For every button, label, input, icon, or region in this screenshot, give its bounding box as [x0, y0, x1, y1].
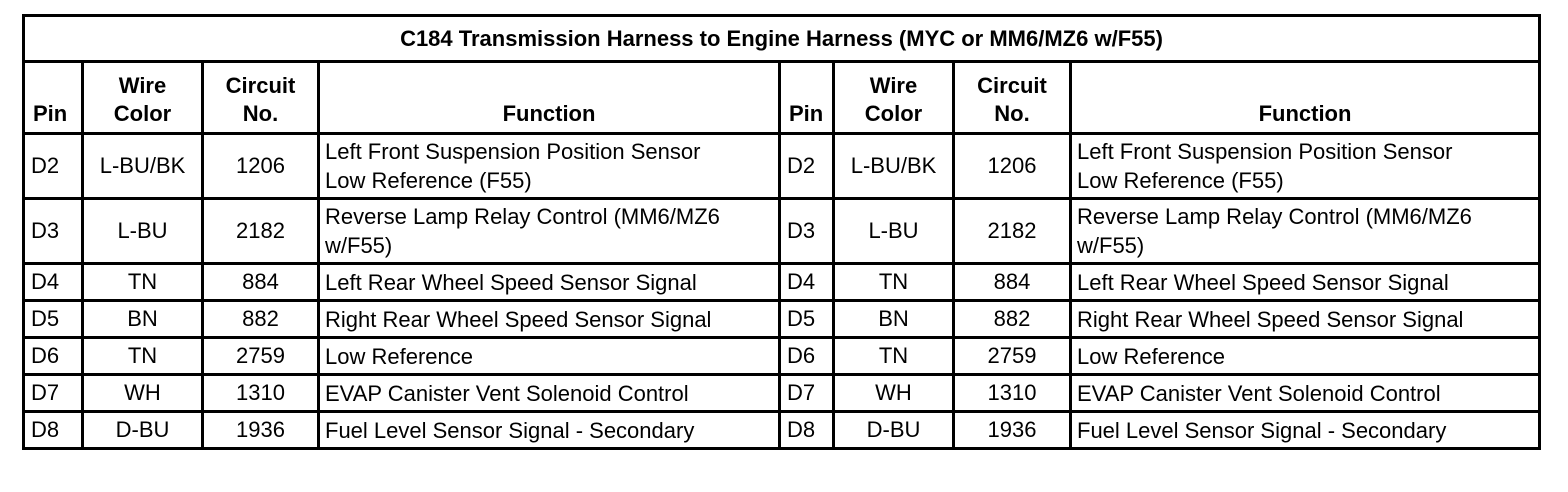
circuit-cell: 884 — [203, 264, 319, 301]
header-wire-color-left: Wire Color — [83, 62, 203, 134]
function-cell: Right Rear Wheel Speed Sensor Signal — [319, 301, 780, 338]
circuit-cell: 1206 — [203, 134, 319, 199]
pin-cell: D6 — [780, 338, 834, 375]
table-row — [24, 199, 1540, 264]
function-cell: Left Front Suspension Position Sensor Low Reference (F55) — [319, 134, 780, 199]
pin-cell: D2 — [780, 134, 834, 199]
wire-color-cell: TN — [834, 338, 954, 375]
pin-cell: D7 — [24, 375, 83, 412]
wire-color-cell: L-BU — [834, 199, 954, 264]
pin-cell: D5 — [24, 301, 83, 338]
function-cell: EVAP Canister Vent Solenoid Control — [1071, 375, 1540, 412]
wire-color-cell: WH — [834, 375, 954, 412]
header-circuit-left: Circuit No. — [203, 62, 319, 134]
circuit-cell: 1310 — [203, 375, 319, 412]
pin-cell: D4 — [24, 264, 83, 301]
circuit-cell: 2182 — [203, 199, 319, 264]
pin-cell: D4 — [780, 264, 834, 301]
circuit-cell: 882 — [954, 301, 1071, 338]
header-wire-color-right: Wire Color — [834, 62, 954, 134]
circuit-cell: 2759 — [203, 338, 319, 375]
circuit-cell: 1310 — [954, 375, 1071, 412]
table-row — [24, 264, 1540, 301]
wire-color-cell: D-BU — [834, 412, 954, 449]
pin-cell: D5 — [780, 301, 834, 338]
wire-color-cell: L-BU — [83, 199, 203, 264]
function-cell: EVAP Canister Vent Solenoid Control — [319, 375, 780, 412]
wire-color-cell: BN — [834, 301, 954, 338]
pin-cell: D3 — [24, 199, 83, 264]
wire-color-cell: TN — [834, 264, 954, 301]
circuit-cell: 2182 — [954, 199, 1071, 264]
function-cell: Right Rear Wheel Speed Sensor Signal — [1071, 301, 1540, 338]
wire-color-cell: TN — [83, 264, 203, 301]
pin-cell: D8 — [780, 412, 834, 449]
function-cell: Reverse Lamp Relay Control (MM6/MZ6 w/F55) — [319, 199, 780, 264]
pin-cell: D3 — [780, 199, 834, 264]
wire-color-cell: D-BU — [83, 412, 203, 449]
circuit-cell: 882 — [203, 301, 319, 338]
header-function-right: Function — [1071, 62, 1540, 134]
function-cell: Fuel Level Sensor Signal - Secondary — [1071, 412, 1540, 449]
connector-pinout-table — [22, 14, 1541, 450]
table-row — [24, 301, 1540, 338]
circuit-cell: 1206 — [954, 134, 1071, 199]
table-row — [24, 338, 1540, 375]
title-row — [24, 16, 1540, 62]
header-pin-left: Pin — [24, 62, 83, 134]
circuit-cell: 2759 — [954, 338, 1071, 375]
function-cell: Left Rear Wheel Speed Sensor Signal — [319, 264, 780, 301]
function-cell: Reverse Lamp Relay Control (MM6/MZ6 w/F55) — [1071, 199, 1540, 264]
header-function-left: Function — [319, 62, 780, 134]
table-row — [24, 375, 1540, 412]
header-pin-right: Pin — [780, 62, 834, 134]
circuit-cell: 1936 — [954, 412, 1071, 449]
pin-cell: D6 — [24, 338, 83, 375]
wire-color-cell: TN — [83, 338, 203, 375]
pin-cell: D2 — [24, 134, 83, 199]
table-title: C184 Transmission Harness to Engine Harness (MYC or MM6/MZ6 w/F55) — [24, 16, 1540, 62]
pin-cell: D8 — [24, 412, 83, 449]
function-cell: Left Front Suspension Position Sensor Low Reference (F55) — [1071, 134, 1540, 199]
function-cell: Low Reference — [319, 338, 780, 375]
function-cell: Low Reference — [1071, 338, 1540, 375]
header-circuit-right: Circuit No. — [954, 62, 1071, 134]
wire-color-cell: L-BU/BK — [834, 134, 954, 199]
table-row — [24, 412, 1540, 449]
header-row — [24, 62, 1540, 134]
circuit-cell: 1936 — [203, 412, 319, 449]
function-cell: Fuel Level Sensor Signal - Secondary — [319, 412, 780, 449]
circuit-cell: 884 — [954, 264, 1071, 301]
wire-color-cell: L-BU/BK — [83, 134, 203, 199]
table-row — [24, 134, 1540, 199]
pin-cell: D7 — [780, 375, 834, 412]
wire-color-cell: WH — [83, 375, 203, 412]
wire-color-cell: BN — [83, 301, 203, 338]
function-cell: Left Rear Wheel Speed Sensor Signal — [1071, 264, 1540, 301]
